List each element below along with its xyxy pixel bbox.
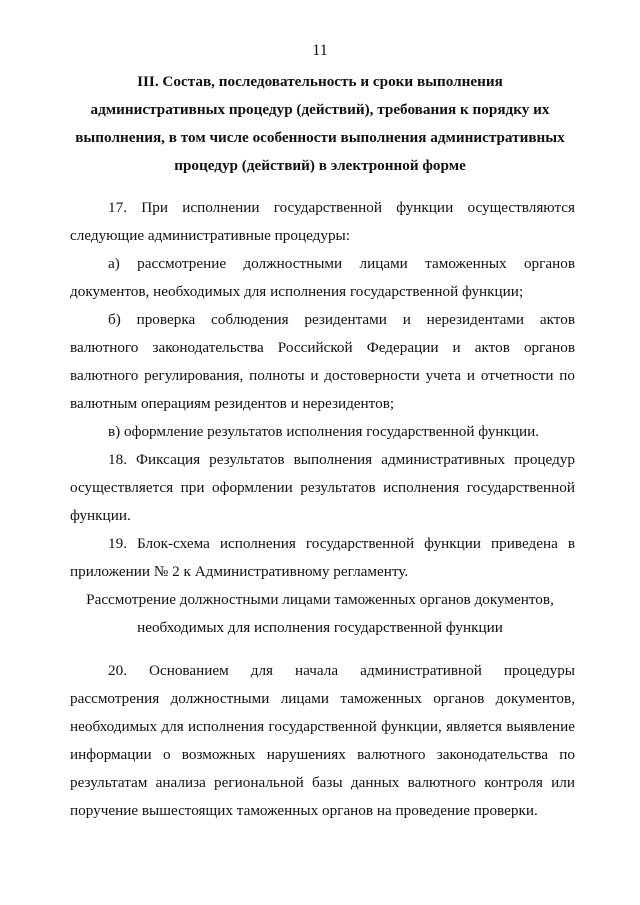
- paragraph-17-v: в) оформление результатов исполнения государственной функции.: [108, 423, 540, 440]
- paragraph-20: 20. Основанием для начала административной процедуры рассмотрения должностными лицами таможенных органов документов, необходимых для исполнения государственной функции, является выявление информации о возможных нарушениях валютного законодательства по результатам анализа региональной базы данных валютного контроля или поручение вышестоящих таможенных органов на проведение проверки.: [70, 662, 575, 819]
- paragraph-18: 18. Фиксация результатов выполнения административных процедур осуществляется при оформлении результатов исполнения государственной функции.: [70, 451, 575, 524]
- paragraph-17-a: а) рассмотрение должностными лицами таможенных органов документов, необходимых для исполнения государственной функции;: [70, 255, 575, 300]
- section-heading: III. Состав, последовательность и сроки выполнения административных процедур (действий), требования к порядку их выполнения, в том числе особенности выполнения административных процедур (действий) в электронной форме: [75, 73, 565, 174]
- paragraph-17-b: б) проверка соблюдения резидентами и нерезидентами актов валютного законодательства Российской Федерации и актов органов валютного регулирования, полноты и достоверности учета и отчетности по валютным операциям резидентов и нерезидентов;: [70, 311, 575, 412]
- page-number: 11: [312, 42, 328, 59]
- paragraph-17-cont: следующие административные процедуры:: [70, 227, 350, 244]
- subheading: Рассмотрение должностными лицами таможенных органов документов, необходимых для исполнения государственной функции: [86, 591, 554, 636]
- body-block-1: [70, 194, 575, 586]
- body-block-2: [70, 657, 575, 825]
- paragraph-19: 19. Блок-схема исполнения государственной функции приведена в приложении № 2 к Административному регламенту.: [70, 535, 575, 580]
- paragraph-17: 17. При исполнении государственной функции осуществляются: [108, 199, 575, 216]
